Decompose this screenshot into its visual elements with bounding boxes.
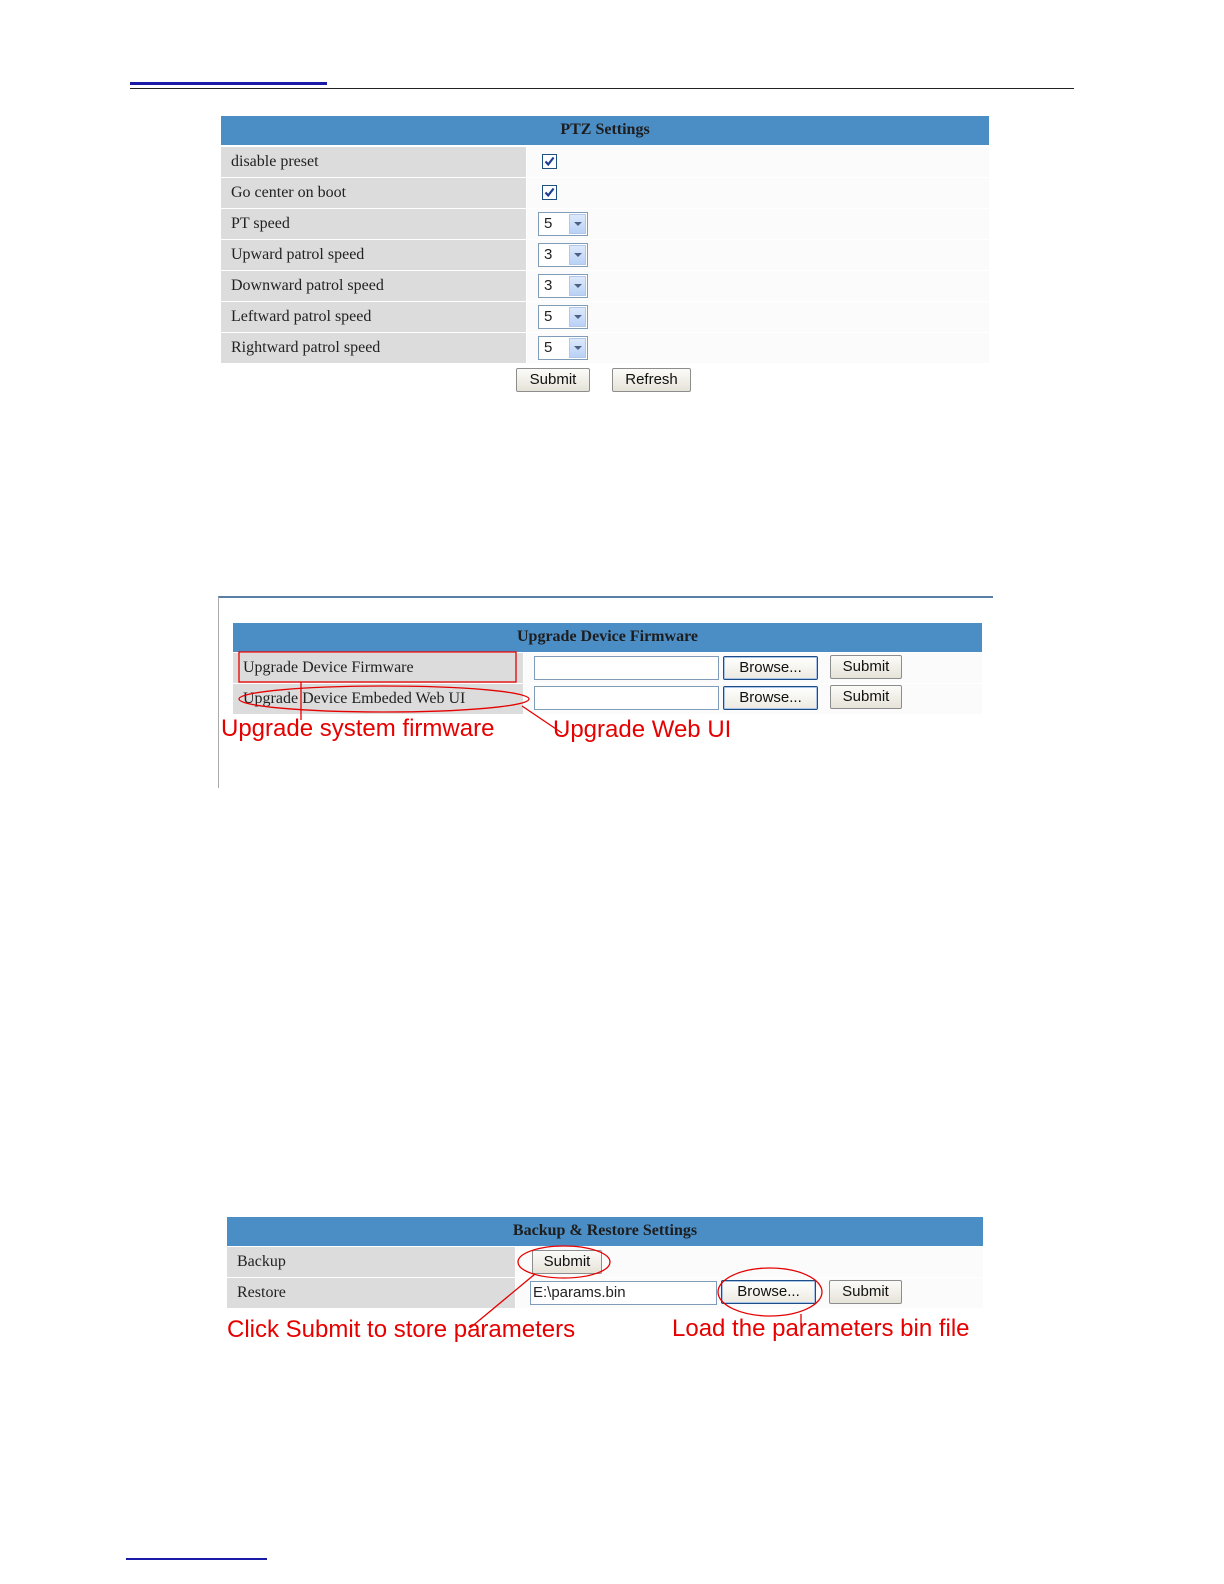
downward-patrol-speed-select[interactable] — [538, 274, 588, 298]
firmware-file-input[interactable] — [534, 656, 719, 680]
annotation-load-bin-file: Load the parameters bin file — [672, 1315, 970, 1342]
restore-browse-button[interactable]: Browse... — [721, 1280, 816, 1304]
annotation-upgrade-system-firmware: Upgrade system firmware — [221, 715, 495, 742]
web-ui-file-input[interactable] — [534, 686, 719, 710]
chevron-down-icon[interactable] — [569, 338, 586, 358]
ptz-row-label: disable preset — [221, 147, 526, 177]
firmware-row-value — [524, 684, 982, 714]
firmware-row-web-ui — [233, 684, 982, 714]
backup-restore-panel — [227, 1217, 983, 1309]
select-value: 5 — [544, 339, 553, 356]
chevron-down-icon[interactable] — [569, 276, 586, 296]
annotation-click-submit: Click Submit to store parameters — [227, 1316, 576, 1343]
upward-patrol-speed-select[interactable] — [538, 243, 588, 267]
ptz-row-label: Go center on boot — [221, 178, 526, 208]
ptz-row-value — [527, 178, 989, 208]
ptz-row-go-center — [221, 178, 989, 208]
ptz-row-value — [527, 209, 989, 239]
rightward-patrol-speed-select[interactable] — [538, 336, 588, 360]
footer-link-underline[interactable] — [126, 1558, 267, 1560]
ptz-refresh-button[interactable]: Refresh — [612, 368, 691, 392]
backup-row-value — [516, 1247, 983, 1277]
restore-row — [227, 1278, 983, 1308]
backup-restore-title: Backup & Restore Settings — [227, 1217, 983, 1246]
ptz-row-label: Leftward patrol speed — [221, 302, 526, 332]
select-value: 3 — [544, 246, 553, 263]
restore-label: Restore — [227, 1278, 515, 1308]
firmware-row-value — [524, 653, 982, 683]
ptz-submit-button[interactable]: Submit — [516, 368, 590, 392]
firmware-row-device-firmware — [233, 653, 982, 683]
ptz-row-downward-patrol-speed — [221, 271, 989, 301]
header-rule — [130, 88, 1074, 89]
firmware-submit-button[interactable]: Submit — [830, 655, 902, 679]
restore-row-value — [516, 1278, 983, 1308]
ptz-row-value — [527, 147, 989, 177]
ptz-row-label: PT speed — [221, 209, 526, 239]
firmware-browse-button[interactable]: Browse... — [723, 656, 818, 680]
ptz-row-label: Upward patrol speed — [221, 240, 526, 270]
select-value: 3 — [544, 277, 553, 294]
disable-preset-checkbox[interactable] — [542, 154, 557, 169]
ptz-row-label: Rightward patrol speed — [221, 333, 526, 363]
ptz-row-disable-preset — [221, 147, 989, 177]
ptz-row-value — [527, 333, 989, 363]
restore-file-input[interactable]: E:\params.bin — [530, 1281, 717, 1305]
backup-submit-button[interactable]: Submit — [532, 1250, 602, 1274]
ptz-settings-title: PTZ Settings — [221, 116, 989, 145]
ptz-row-upward-patrol-speed — [221, 240, 989, 270]
upgrade-firmware-title: Upgrade Device Firmware — [233, 623, 982, 652]
annotation-upgrade-web-ui: Upgrade Web UI — [553, 716, 732, 743]
upgrade-firmware-panel — [233, 623, 982, 713]
go-center-on-boot-checkbox[interactable] — [542, 185, 557, 200]
ptz-row-label: Downward patrol speed — [221, 271, 526, 301]
leftward-patrol-speed-select[interactable] — [538, 305, 588, 329]
ptz-row-leftward-patrol-speed — [221, 302, 989, 332]
restore-submit-button[interactable]: Submit — [829, 1280, 902, 1304]
backup-label: Backup — [227, 1247, 515, 1277]
web-ui-submit-button[interactable]: Submit — [830, 685, 902, 709]
select-value: 5 — [544, 308, 553, 325]
ptz-settings-panel — [221, 116, 989, 396]
ptz-row-pt-speed — [221, 209, 989, 239]
firmware-row-label: Upgrade Device Embeded Web UI — [233, 684, 523, 714]
ptz-row-value — [527, 240, 989, 270]
firmware-row-label: Upgrade Device Firmware — [233, 653, 523, 683]
select-value: 5 — [544, 215, 553, 232]
ptz-row-value — [527, 271, 989, 301]
chevron-down-icon[interactable] — [569, 214, 586, 234]
header-link-underline[interactable] — [130, 82, 327, 85]
pt-speed-select[interactable] — [538, 212, 588, 236]
ptz-row-rightward-patrol-speed — [221, 333, 989, 363]
ptz-row-value — [527, 302, 989, 332]
chevron-down-icon[interactable] — [569, 307, 586, 327]
chevron-down-icon[interactable] — [569, 245, 586, 265]
web-ui-browse-button[interactable]: Browse... — [723, 686, 818, 710]
backup-row — [227, 1247, 983, 1277]
